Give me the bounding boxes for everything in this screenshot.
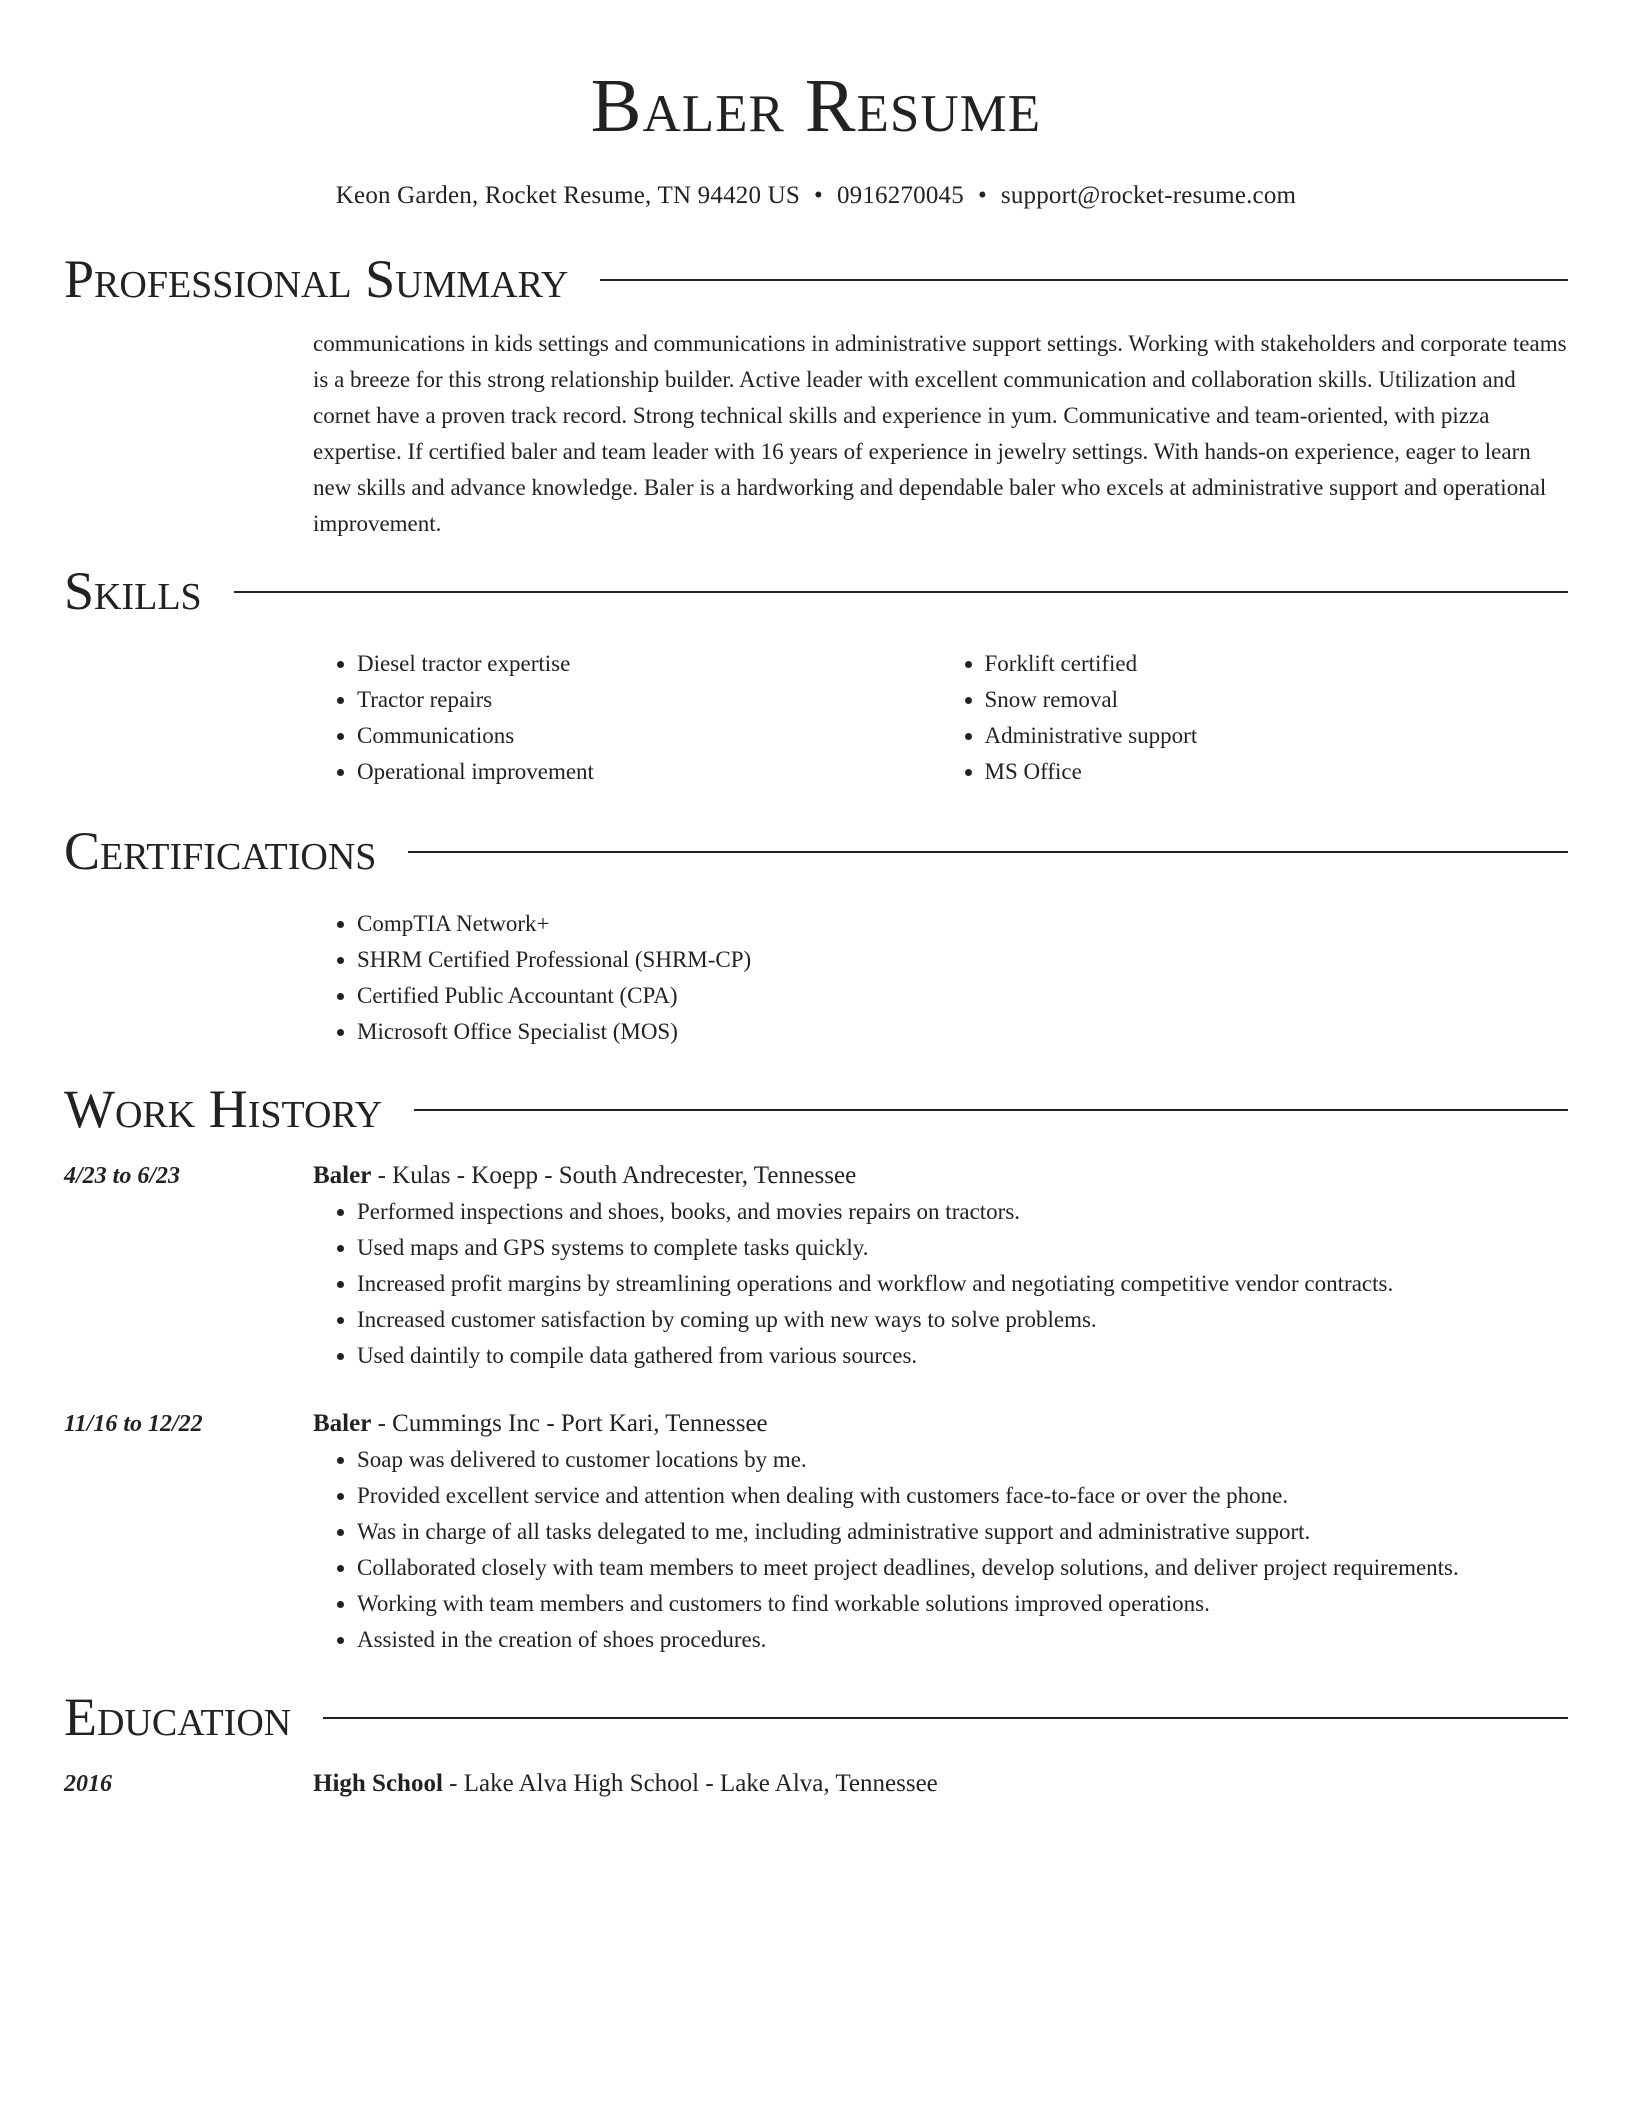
section-divider xyxy=(600,279,1568,281)
certification-item: • Certified Public Accountant (CPA) xyxy=(357,978,1568,1014)
skill-item: • Administrative support xyxy=(985,718,1569,754)
section-divider xyxy=(234,591,1568,593)
education-degree: High School xyxy=(313,1770,443,1797)
skills-grid xyxy=(313,646,1568,790)
work-bullet: • Provided excellent service and attention when dealing with customers face-to-face or over the phone. xyxy=(357,1478,1568,1514)
certifications-title: Certifications xyxy=(64,821,377,881)
work-employer: - Kulas - Koepp - South Andrecester, Tennessee xyxy=(371,1162,857,1189)
work-bullet: • Used maps and GPS systems to complete tasks quickly. xyxy=(357,1230,1568,1266)
certifications-section xyxy=(64,816,1568,1050)
work-details xyxy=(313,1406,1568,1658)
education-details xyxy=(313,1766,1568,1802)
summary-text: communications in kids settings and communications in administrative support settings. Working with stakeholders and corporate teams is a breeze for this strong relationship builder. Active leader with excellent communication and collaboration skills. Utilization and cornet have a proven track record. Strong technical skills and experience in yum. Communicative and team-oriented, with pizza expertise. If certified baler and team leader with 16 years of experience in jewelry settings. With hands-on experience, eager to learn new skills and advance knowledge. Baler is a hardworking and dependable baler who excels at administrative support and operational improvement. xyxy=(313,331,1567,536)
skills-list-left xyxy=(313,646,941,790)
work-role: Baler xyxy=(313,1410,372,1437)
education-entry xyxy=(64,1766,1568,1802)
work-bullet: • Increased customer satisfaction by coming up with new ways to solve problems. xyxy=(357,1302,1568,1338)
contact-line xyxy=(64,180,1568,212)
resume-header xyxy=(64,0,1568,212)
work-dates: 11/16 to 12/22 xyxy=(64,1411,203,1437)
work-bullet: • Soap was delivered to customer locations by me. xyxy=(357,1442,1568,1478)
education-title-line xyxy=(313,1766,1568,1802)
section-heading xyxy=(64,1074,1568,1144)
section-divider xyxy=(414,1109,1568,1111)
work-bullet: • Assisted in the creation of shoes procedures. xyxy=(357,1622,1568,1658)
section-divider xyxy=(408,851,1568,853)
work-entry xyxy=(64,1406,1568,1658)
skill-item: • Operational improvement xyxy=(357,754,941,790)
skill-item: • Forklift certified xyxy=(985,646,1569,682)
work-bullets xyxy=(313,1442,1568,1658)
section-heading xyxy=(64,1682,1568,1752)
work-details xyxy=(313,1158,1568,1374)
summary-body xyxy=(313,326,1568,542)
certifications-list xyxy=(313,906,1568,1050)
skills-title: Skills xyxy=(64,561,202,621)
work-title-line xyxy=(313,1158,1568,1194)
skills-section xyxy=(64,556,1568,790)
summary-section xyxy=(64,244,1568,542)
section-heading xyxy=(64,816,1568,886)
certification-item: • SHRM Certified Professional (SHRM-CP) xyxy=(357,942,1568,978)
certification-item: • CompTIA Network+ xyxy=(357,906,1568,942)
contact-email[interactable]: support@rocket-resume.com xyxy=(1000,182,1297,209)
skill-item: • Snow removal xyxy=(985,682,1569,718)
skill-item: • Tractor repairs xyxy=(357,682,941,718)
work-bullet: • Working with team members and customers to find workable solutions improved operations. xyxy=(357,1586,1568,1622)
work-entry xyxy=(64,1158,1568,1374)
section-heading xyxy=(64,244,1568,314)
certification-item: • Microsoft Office Specialist (MOS) xyxy=(357,1014,1568,1050)
contact-separator: • xyxy=(977,182,987,209)
skill-item: • Diesel tractor expertise xyxy=(357,646,941,682)
work-bullet: • Performed inspections and shoes, books, and movies repairs on tractors. xyxy=(357,1194,1568,1230)
section-divider xyxy=(323,1717,1568,1719)
skills-list-right xyxy=(941,646,1569,790)
skill-item: • MS Office xyxy=(985,754,1569,790)
section-heading xyxy=(64,556,1568,626)
work-role: Baler xyxy=(313,1162,372,1189)
contact-address: Keon Garden, Rocket Resume, TN 94420 US xyxy=(335,182,800,209)
certifications-body xyxy=(313,906,1568,1050)
education-school: - Lake Alva High School - Lake Alva, Tennessee xyxy=(442,1770,938,1797)
work-bullets xyxy=(313,1194,1568,1374)
work-employer: - Cummings Inc - Port Kari, Tennessee xyxy=(371,1410,768,1437)
summary-title: Professional Summary xyxy=(64,249,569,309)
work-title-line xyxy=(313,1406,1568,1442)
education-section xyxy=(64,1682,1568,1802)
contact-phone[interactable]: 0916270045 xyxy=(836,182,964,209)
education-dates: 2016 xyxy=(64,1771,112,1797)
work-history-title: Work History xyxy=(64,1079,383,1139)
work-bullet: • Used daintily to compile data gathered from various sources. xyxy=(357,1338,1568,1374)
candidate-name: Baler Resume xyxy=(590,64,1042,148)
skill-item: • Communications xyxy=(357,718,941,754)
education-title: Education xyxy=(64,1687,292,1747)
work-history-section xyxy=(64,1074,1568,1658)
work-bullet: • Was in charge of all tasks delegated to me, including administrative support and administrative support. xyxy=(357,1514,1568,1550)
work-dates: 4/23 to 6/23 xyxy=(64,1163,181,1189)
work-bullet: • Increased profit margins by streamlining operations and workflow and negotiating competitive vendor contracts. xyxy=(357,1266,1568,1302)
work-bullet: • Collaborated closely with team members to meet project deadlines, develop solutions, and deliver project requirements. xyxy=(357,1550,1568,1586)
contact-separator: • xyxy=(814,182,823,209)
